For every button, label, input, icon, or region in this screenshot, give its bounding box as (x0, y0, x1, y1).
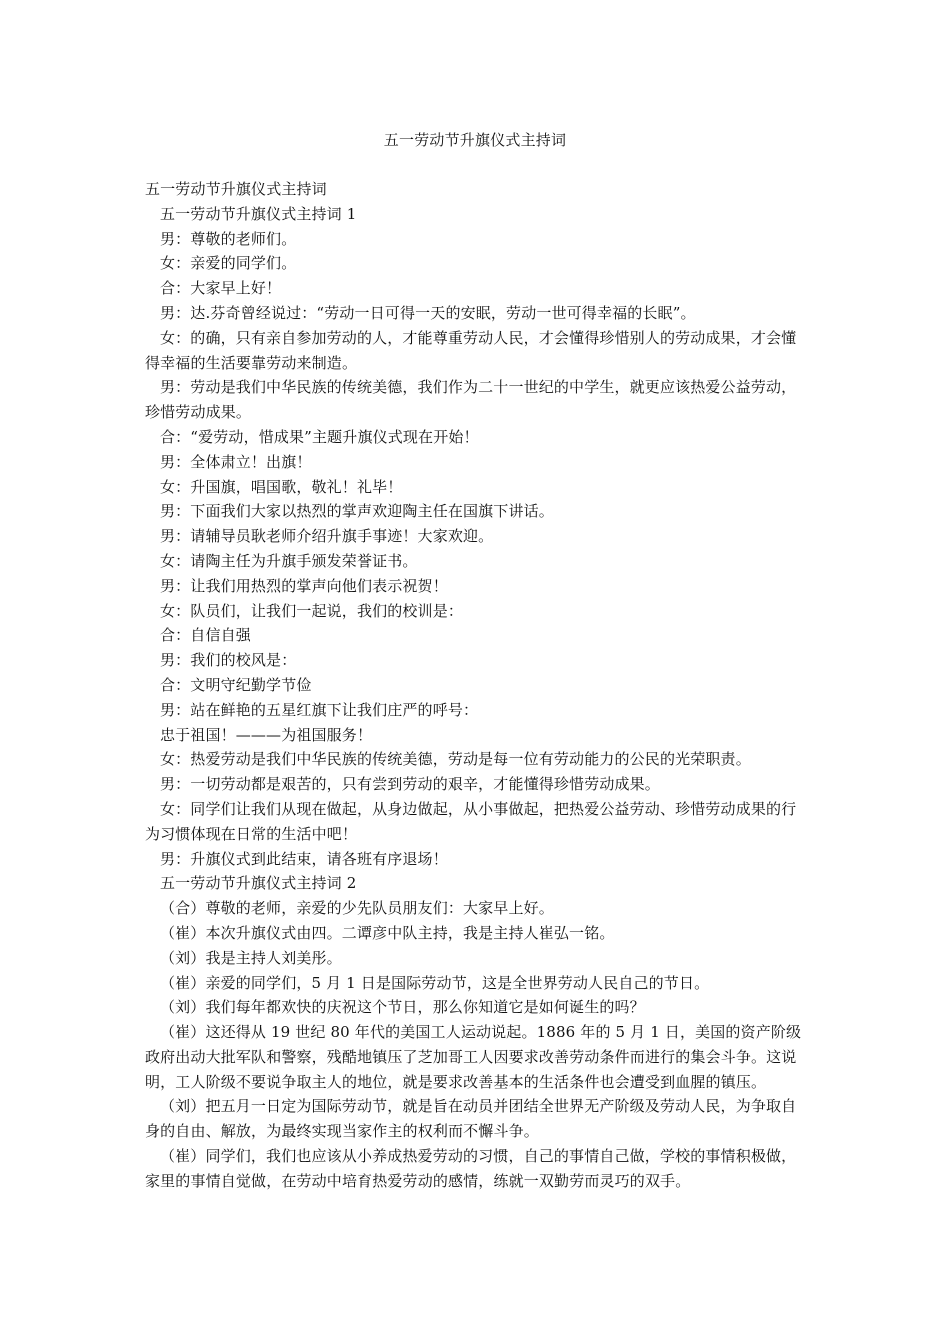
paragraph: 女：升国旗，唱国歌，敬礼！礼毕！ (160, 477, 403, 496)
paragraph: 五一劳动节升旗仪式主持词 (145, 180, 327, 198)
paragraph: 五一劳动节升旗仪式主持词 1 (160, 204, 357, 223)
paragraph: 男：我们的校风是： (160, 651, 297, 670)
paragraph: 男：尊敬的老师们。 (160, 229, 297, 248)
paragraph: （合）尊敬的老师，亲爱的少先队员朋友们：大家早上好。 (160, 899, 554, 918)
paragraph: 男：让我们用热烈的掌声向他们表示祝贺！ (160, 576, 448, 595)
paragraph: （刘）我们每年都欢快的庆祝这个节日，那么你知道它是如何诞生的吗？ (160, 998, 645, 1017)
paragraph: 合：自信自强 (160, 626, 251, 645)
paragraph: （刘）我是主持人刘美彤。 (160, 948, 342, 967)
paragraph: 合：大家早上好！ (160, 279, 282, 298)
paragraph: 男：达.芬奇曾经说过：“劳动一日可得一天的安眠，劳动一世可得幸福的长眠”。 (160, 303, 696, 322)
paragraph: 女：热爱劳动是我们中华民族的传统美德，劳动是每一位有劳动能力的公民的光荣职责。 (160, 750, 751, 769)
paragraph: （刘）把五月一日定为国际劳动节，就是旨在动员并团结全世界无产阶级及劳动人民，为争取自身的自由、解放，为最终实现当家作主的权利而不懈斗争。 (145, 1097, 797, 1141)
paragraph: 男：升旗仪式到此结束，请各班有序退场！ (160, 849, 448, 868)
paragraph: （崔）这还得从 19 世纪 80 年代的美国工人运动说起。1886 年的 5 月 1 日，美国的资产阶级政府出动大批军队和警察，残酷地镇压了芝加哥工人因要求改善劳动条件而进行的集会斗争。这说明，工人阶级不要说争取主人的地位，就是要求改善基本的生活条件也会遭受到血腥的镇压。 (145, 1023, 802, 1091)
paragraph: 男：一切劳动都是艰苦的，只有尝到劳动的艰辛，才能懂得珍惜劳动成果。 (160, 775, 660, 794)
paragraph: 合：文明守纪勤学节俭 (160, 675, 312, 694)
paragraph: 合：“爱劳动，惜成果”主题升旗仪式现在开始！ (160, 427, 479, 446)
paragraph: （崔）本次升旗仪式由四。二谭彦中队主持，我是主持人崔弘一铭。 (160, 923, 615, 942)
paragraph: 女：亲爱的同学们。 (160, 254, 297, 273)
paragraph: 男：劳动是我们中华民族的传统美德，我们作为二十一世纪的中学生，就更应该热爱公益劳动，珍惜劳动成果。 (145, 378, 797, 422)
paragraph: 男：请辅导员耿老师介绍升旗手事迹！大家欢迎。 (160, 527, 494, 546)
paragraph: （崔）亲爱的同学们，5 月 1 日是国际劳动节，这是全世界劳动人民自己的节日。 (160, 973, 710, 992)
paragraph: 男：站在鲜艳的五星红旗下让我们庄严的呼号： (160, 700, 479, 719)
paragraph: 忠于祖国！———为祖国服务！ (160, 725, 373, 744)
paragraph: 女：的确，只有亲自参加劳动的人，才能尊重劳动人民，才会懂得珍惜别人的劳动成果，才会懂得幸福的生活要靠劳动来制造。 (145, 328, 797, 372)
document-body (145, 177, 805, 1194)
paragraph: 女：请陶主任为升旗手颁发荣誉证书。 (160, 551, 418, 570)
paragraph: 男：全体肃立！出旗！ (160, 452, 312, 471)
paragraph: 女：队员们，让我们一起说，我们的校训是： (160, 601, 464, 620)
paragraph: （崔）同学们，我们也应该从小养成热爱劳动的习惯，自己的事情自己做，学校的事情积极做，家里的事情自觉做，在劳动中培育热爱劳动的感情，练就一双勤劳而灵巧的双手。 (145, 1147, 797, 1190)
paragraph: 五一劳动节升旗仪式主持词 2 (160, 874, 357, 893)
paragraph: 女：同学们让我们从现在做起，从身边做起，从小事做起，把热爱公益劳动、珍惜劳动成果的行为习惯体现在日常的生活中吧！ (145, 799, 797, 843)
document-title: 五一劳动节升旗仪式主持词 (383, 131, 567, 149)
paragraph: 男：下面我们大家以热烈的掌声欢迎陶主任在国旗下讲话。 (160, 502, 554, 521)
